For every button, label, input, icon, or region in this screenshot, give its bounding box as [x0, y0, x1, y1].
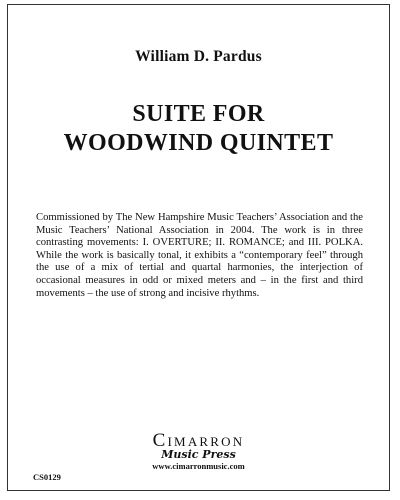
catalog-number: CS0129 [33, 472, 61, 482]
publisher-subtitle: Music Press [161, 448, 236, 461]
composer-name: William D. Pardus [135, 48, 262, 65]
page-title [8, 100, 389, 158]
score-cover-page [7, 4, 390, 491]
work-description: Commissioned by The New Hampshire Music Teachers’ Association and the Music Teachers’ National Association in 2004. The work is in three contrasting movements: I. OVERTURE; II. ROMANCE; and III. POLKA. While the work is basically tonal, it exhibits a “contemporary feel” through the use of a mix of tertial and quartal harmonies, the interjection of occasional measures in odd or mixed meters and – in the first and third movements – the use of strong and incisive rhythms. [36, 212, 363, 299]
title-line-1: SUITE FOR [132, 101, 265, 127]
publisher-url: www.cimarronmusic.com [152, 461, 245, 471]
publisher-logo [8, 432, 389, 471]
title-line-2: WOODWIND QUINTET [63, 130, 334, 156]
publisher-name: Cimarron [152, 430, 245, 451]
